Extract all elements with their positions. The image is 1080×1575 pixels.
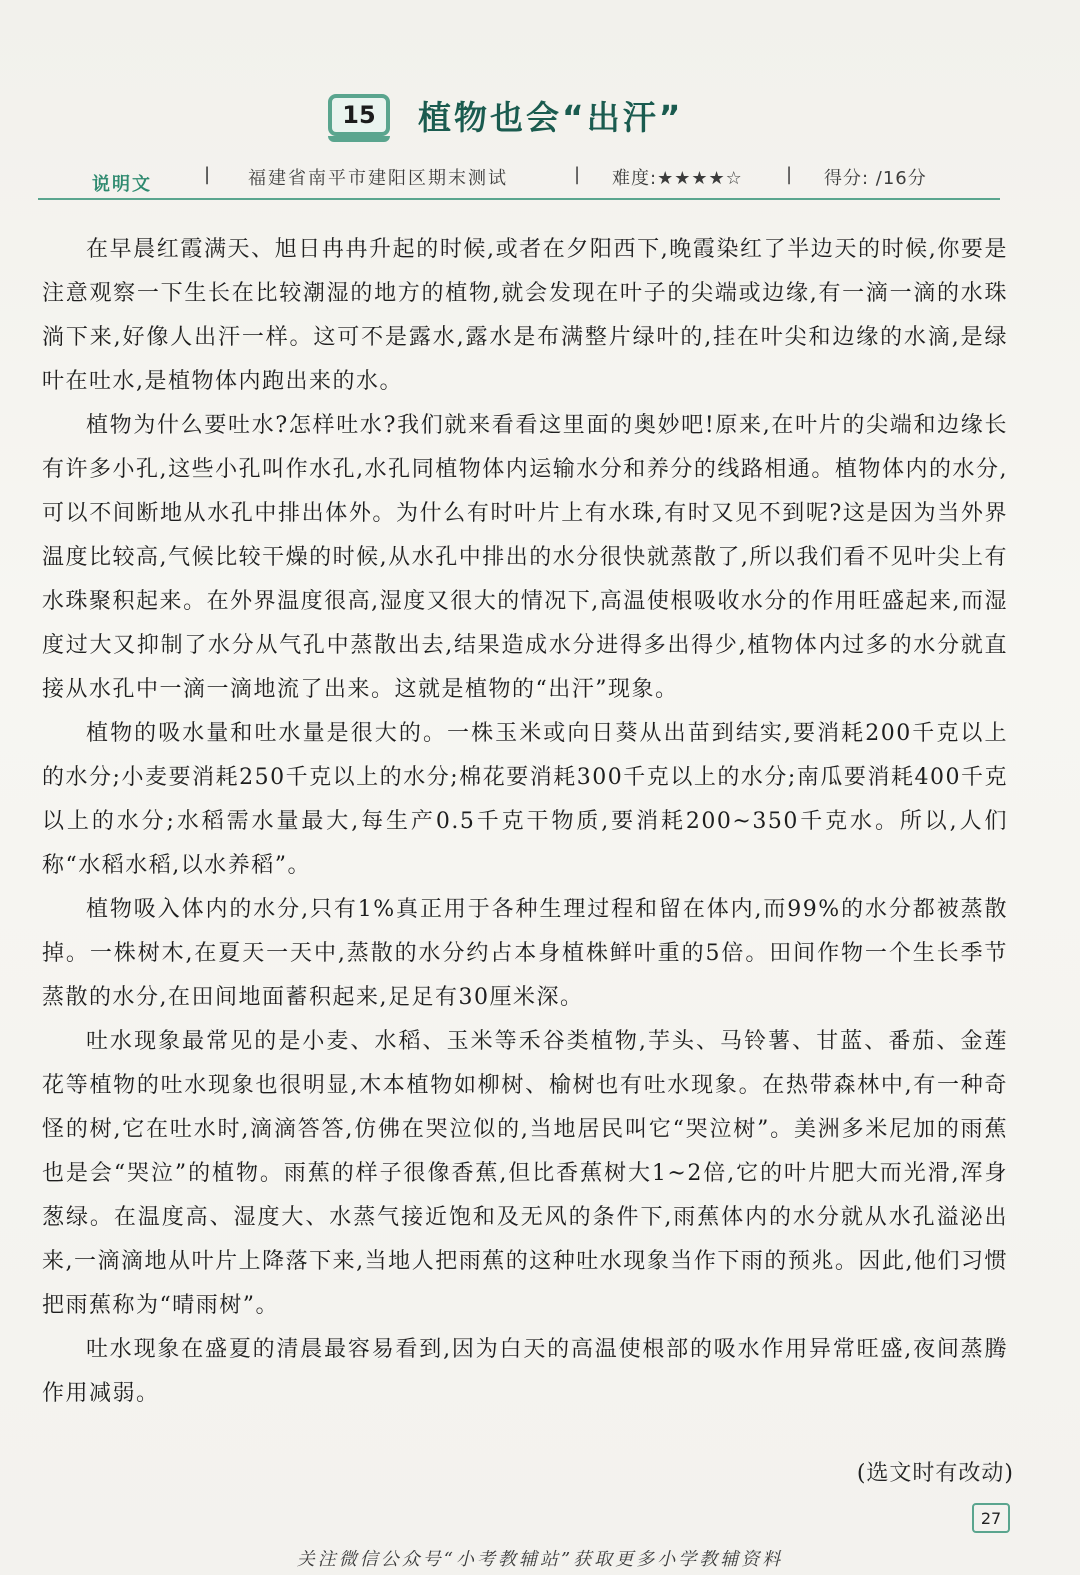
paragraph: 在早晨红霞满天、旭日冉冉升起的时候,或者在夕阳西下,晚霞染红了半边天的时候,你要是注意观察一下生长在比较潮湿的地方的植物,就会发现在叶子的尖端或边缘,有一滴一滴的水珠淌下来,好像人出汗一样。这可不是露水,露水是布满整片绿叶的,挂在叶尖和边缘的水滴,是绿叶在吐水,是植物体内跑出来的水。 bbox=[42, 237, 1008, 394]
score-field: 得分: /16分 bbox=[824, 168, 927, 189]
genre-label: 说明文 bbox=[92, 174, 152, 195]
footer-note: 关注微信公众号“小考教辅站”获取更多小学教辅资料 bbox=[296, 1549, 784, 1570]
meta-bar bbox=[38, 160, 1000, 200]
lesson-header bbox=[0, 88, 1080, 148]
lesson-number-badge: 15 bbox=[328, 94, 390, 136]
paragraph: 植物的吸水量和吐水量是很大的。一株玉米或向日葵从出苗到结实,要消耗200千克以上的水分;小麦要消耗250千克以上的水分;棉花要消耗300千克以上的水分;南瓜要消耗400千克以上的水分;水稻需水量最大,每生产0.5千克干物质,要消耗200~350千克水。所以,人们称“水稻水稻,以水养稻”。 bbox=[42, 721, 1008, 878]
article-body bbox=[42, 228, 1008, 1416]
source-credit: (选文时有改动) bbox=[856, 1461, 1014, 1486]
paragraph: 吐水现象最常见的是小麦、水稻、玉米等禾谷类植物,芋头、马铃薯、甘蓝、番茄、金莲花等植物的吐水现象也很明显,木本植物如柳树、榆树也有吐水现象。在热带森林中,有一种奇怪的树,它在吐水时,滴滴答答,仿佛在哭泣似的,当地居民叫它“哭泣树”。美洲多米尼加的雨蕉也是会“哭泣”的植物。雨蕉的样子很像香蕉,但比香蕉树大1~2倍,它的叶片肥大而光滑,浑身葱绿。在温度高、湿度大、水蒸气接近饱和及无风的条件下,雨蕉体内的水分就从水孔溢泌出来,一滴滴地从叶片上降落下来,当地人把雨蕉的这种吐水现象当作下雨的预兆。因此,他们习惯把雨蕉称为“晴雨树”。 bbox=[42, 1029, 1008, 1318]
lesson-title: 植物也会“出汗” bbox=[418, 98, 684, 137]
paragraph: 吐水现象在盛夏的清晨最容易看到,因为白天的高温使根部的吸水作用异常旺盛,夜间蒸腾作用减弱。 bbox=[42, 1337, 1008, 1406]
paragraph: 植物为什么要吐水?怎样吐水?我们就来看看这里面的奥妙吧!原来,在叶片的尖端和边缘长有许多小孔,这些小孔叫作水孔,水孔同植物体内运输水分和养分的线路相通。植物体内的水分,可以不间断地从水孔中排出体外。为什么有时叶片上有水珠,有时又见不到呢?这是因为当外界温度比较高,气候比较干燥的时候,从水孔中排出的水分很快就蒸散了,所以我们看不见叶尖上有水珠聚积起来。在外界温度很高,湿度又很大的情况下,高温使根吸收水分的作用旺盛起来,而湿度过大又抑制了水分从气孔中蒸散出去,结果造成水分进得多出得少,植物体内过多的水分就直接从水孔中一滴一滴地流了出来。这就是植物的“出汗”现象。 bbox=[42, 413, 1008, 702]
paragraph: 植物吸入体内的水分,只有1%真正用于各种生理过程和留在体内,而99%的水分都被蒸散掉。一株树木,在夏天一天中,蒸散的水分约占本身植株鲜叶重的5倍。田间作物一个生长季节蒸散的水分,在田间地面蓄积起来,足足有30厘米深。 bbox=[42, 897, 1008, 1010]
source-label: 福建省南平市建阳区期末测试 bbox=[248, 168, 508, 189]
difficulty-rating: 难度:★★★★☆ bbox=[612, 168, 743, 189]
meta-separator: | bbox=[574, 164, 581, 185]
meta-separator: | bbox=[204, 164, 211, 185]
header-divider bbox=[38, 198, 1000, 200]
meta-separator: | bbox=[786, 164, 793, 185]
page-number: 27 bbox=[972, 1503, 1010, 1533]
